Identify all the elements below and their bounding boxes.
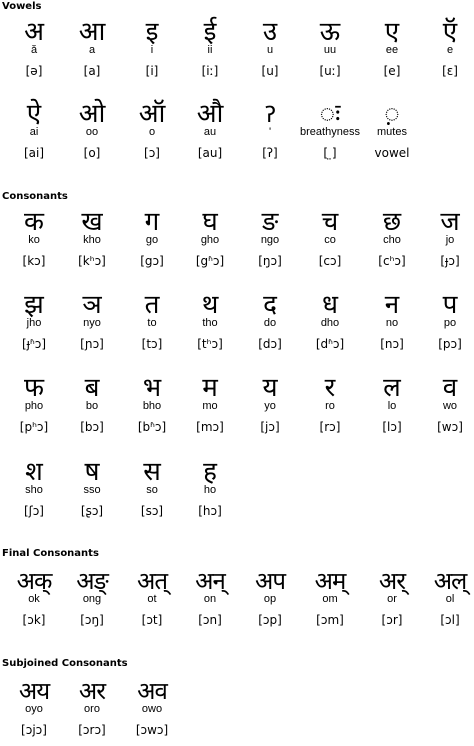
letter-romanization: sso xyxy=(83,484,101,496)
letter-glyph: ए xyxy=(384,17,400,47)
letter-romanization: bo xyxy=(85,400,99,412)
letter-romanization: breathyness xyxy=(300,126,360,138)
letter-ipa: [ɟɔ] xyxy=(440,254,460,268)
letter-romanization: au xyxy=(203,126,217,138)
letter-romanization: oo xyxy=(85,126,99,138)
letter-ipa: [cɔ] xyxy=(318,254,342,268)
letter-glyph: न xyxy=(384,290,400,320)
letter-glyph: अ xyxy=(24,17,44,47)
letter-glyph: अय xyxy=(18,677,50,705)
letter-ipa: [gʱɔ] xyxy=(195,254,225,268)
letter-glyph: उ xyxy=(262,17,278,47)
letter-glyph: ल xyxy=(383,373,401,403)
letter-glyph: ञ xyxy=(82,290,102,320)
letter-glyph: भ xyxy=(142,373,162,403)
letter-glyph: च xyxy=(321,207,339,237)
letter-cell xyxy=(240,372,300,440)
letter-romanization: nyo xyxy=(83,317,101,329)
letter-ipa: [ɔr] xyxy=(381,613,403,627)
letter-ipa: [gɔ] xyxy=(140,254,164,268)
letter-ipa: [ʔ] xyxy=(262,146,278,160)
letter-romanization: ii xyxy=(207,44,213,56)
letter-cell xyxy=(362,98,422,166)
letter-ipa: [bɔ] xyxy=(80,420,104,434)
letter-glyph: फ xyxy=(23,373,45,403)
letter-ipa: [kɔ] xyxy=(22,254,46,268)
letter-ipa: [ɔn] xyxy=(198,613,222,627)
letter-ipa: [mɔ] xyxy=(196,420,224,434)
consonant-row-4 xyxy=(0,456,474,524)
letter-glyph: औ xyxy=(196,99,224,129)
letter-ipa: [hɔ] xyxy=(198,504,222,518)
letter-cell xyxy=(62,16,122,84)
letter-glyph: अव xyxy=(137,677,167,705)
letter-romanization: yo xyxy=(264,400,276,412)
letter-cell xyxy=(180,456,240,524)
letter-glyph: अल् xyxy=(433,567,467,595)
letter-cell xyxy=(180,372,240,440)
letter-glyph: अम् xyxy=(314,567,346,595)
letter-romanization: do xyxy=(263,317,277,329)
letter-cell xyxy=(62,565,122,633)
letter-romanization: ko xyxy=(28,234,40,246)
letter-romanization: mutes xyxy=(377,126,407,138)
letter-romanization: ai xyxy=(29,126,39,138)
letter-glyph: ख xyxy=(81,207,103,237)
letter-glyph: स xyxy=(143,457,161,487)
letter-romanization: oro xyxy=(84,703,100,715)
letter-cell xyxy=(122,675,182,743)
letter-romanization: ho xyxy=(203,484,217,496)
letter-ipa: [uː] xyxy=(319,64,341,78)
letter-ipa: [ʃɔ] xyxy=(24,504,44,518)
letter-romanization: go xyxy=(145,234,159,246)
letter-romanization: ' xyxy=(268,126,272,138)
subjoined-consonant-row xyxy=(0,675,474,743)
letter-cell xyxy=(240,565,300,633)
letter-romanization: ot xyxy=(147,593,157,605)
letter-ipa: [ʂɔ] xyxy=(80,504,104,518)
letter-ipa: [lɔ] xyxy=(382,420,402,434)
letter-glyph: छ xyxy=(382,207,402,237)
letter-cell xyxy=(62,289,122,357)
letter-cell xyxy=(240,16,300,84)
letter-romanization: ngo xyxy=(260,234,280,246)
letter-romanization: on xyxy=(203,593,217,605)
letter-romanization: jho xyxy=(26,317,42,329)
letter-romanization: pho xyxy=(24,400,44,412)
letter-glyph: ब xyxy=(84,373,100,403)
letter-glyph: थ xyxy=(201,290,219,320)
letter-cell xyxy=(62,98,122,166)
letter-glyph: श xyxy=(25,457,43,487)
letter-ipa: [pɔ] xyxy=(438,337,462,351)
letter-ipa: [rɔ] xyxy=(319,420,341,434)
letter-glyph: अप xyxy=(255,567,285,595)
letter-romanization: uu xyxy=(323,44,337,56)
letter-cell xyxy=(180,16,240,84)
letter-ipa: [au] xyxy=(197,146,223,160)
letter-cell xyxy=(300,372,360,440)
letter-ipa: [ə] xyxy=(25,64,43,78)
letter-ipa: [ɔl] xyxy=(440,613,460,627)
letter-romanization: a xyxy=(88,44,96,56)
letter-glyph: म xyxy=(202,373,218,403)
letter-cell xyxy=(62,675,122,743)
letter-romanization: i xyxy=(150,44,154,56)
letter-glyph: ऊ xyxy=(319,17,341,47)
letter-ipa: [wɔ] xyxy=(437,420,463,434)
letter-glyph: ष xyxy=(84,457,100,487)
letter-ipa: [ɔŋ] xyxy=(80,613,104,627)
letter-cell xyxy=(180,206,240,274)
letter-ipa: [dʱɔ] xyxy=(315,337,345,351)
section-title-subjoined-consonants: Subjoined Consonants xyxy=(2,658,128,669)
letter-glyph: घ xyxy=(202,207,218,237)
letter-ipa: [i] xyxy=(145,64,159,78)
section-title-consonants: Consonants xyxy=(2,191,68,202)
letter-cell xyxy=(420,565,474,633)
letter-ipa: [ɔ] xyxy=(144,146,160,160)
letter-glyph: द xyxy=(263,290,277,320)
letter-glyph: व xyxy=(442,373,458,403)
letter-ipa: [ ̤] xyxy=(323,146,337,160)
letter-ipa: [ɔp] xyxy=(258,613,282,627)
letter-cell xyxy=(300,565,360,633)
letter-glyph: त xyxy=(144,290,160,320)
letter-romanization: e xyxy=(446,44,454,56)
consonant-row-3 xyxy=(0,372,474,440)
letter-glyph: आ xyxy=(78,17,106,47)
letter-glyph: अङ् xyxy=(76,567,108,595)
letter-glyph: ङ xyxy=(261,207,279,237)
letter-romanization: gho xyxy=(200,234,220,246)
letter-ipa: [ɔt] xyxy=(141,613,163,627)
letter-romanization: dho xyxy=(320,317,340,329)
vowel-row-2 xyxy=(0,98,474,166)
letter-glyph: अर् xyxy=(378,567,406,595)
letter-glyph: क xyxy=(24,207,44,237)
letter-glyph: ◌ः xyxy=(319,99,341,129)
letter-romanization: ă xyxy=(30,44,38,56)
letter-glyph: इ xyxy=(145,17,159,47)
letter-glyph: अन् xyxy=(195,567,225,595)
letter-ipa: [tʰɔ] xyxy=(197,337,223,351)
letter-glyph: ध xyxy=(322,290,338,320)
letter-cell xyxy=(62,372,122,440)
letter-glyph: ऐ xyxy=(26,99,42,129)
letter-ipa: [sɔ] xyxy=(140,504,164,518)
letter-romanization: or xyxy=(387,593,397,605)
letter-romanization: no xyxy=(385,317,399,329)
letter-cell xyxy=(300,98,360,166)
letter-romanization: lo xyxy=(387,400,397,412)
letter-ipa: [iː] xyxy=(201,64,219,78)
letter-ipa: [nɔ] xyxy=(380,337,404,351)
section-title-vowels: Vowels xyxy=(2,1,42,12)
vowel-row-1 xyxy=(0,16,474,84)
letter-romanization: tho xyxy=(202,317,218,329)
letter-glyph: य xyxy=(262,373,278,403)
letter-ipa: [ɲɔ] xyxy=(80,337,104,351)
letter-glyph: अर xyxy=(78,677,106,705)
letter-ipa: [kʰɔ] xyxy=(78,254,106,268)
letter-ipa: [o] xyxy=(83,146,101,160)
letter-romanization: kho xyxy=(83,234,101,246)
letter-glyph: ज xyxy=(440,207,460,237)
letter-romanization: cho xyxy=(383,234,401,246)
letter-romanization: om xyxy=(322,593,338,605)
letter-glyph: ॽ xyxy=(263,99,277,129)
letter-ipa: [ɛ] xyxy=(442,64,458,78)
letter-cell xyxy=(420,289,474,357)
letter-romanization: co xyxy=(324,234,336,246)
letter-cell xyxy=(420,16,474,84)
consonant-row-2 xyxy=(0,289,474,357)
letter-glyph: झ xyxy=(24,290,44,320)
letter-ipa: [ŋɔ] xyxy=(258,254,282,268)
letter-cell xyxy=(62,456,122,524)
letter-glyph: ◌़ xyxy=(384,99,400,129)
letter-glyph: अक् xyxy=(16,567,52,595)
letter-ipa: vowel xyxy=(374,146,410,160)
letter-cell xyxy=(300,289,360,357)
letter-glyph: प xyxy=(442,290,458,320)
letter-cell xyxy=(300,16,360,84)
letter-ipa: [ɔm] xyxy=(316,613,344,627)
letter-romanization: mo xyxy=(202,400,218,412)
letter-romanization: jo xyxy=(445,234,455,246)
letter-cell xyxy=(300,206,360,274)
letter-ipa: [cʰɔ] xyxy=(378,254,406,268)
letter-ipa: [a] xyxy=(83,64,101,78)
letter-ipa: [ɔrɔ] xyxy=(78,723,106,737)
letter-romanization: o xyxy=(148,126,156,138)
letter-ipa: [bʱɔ] xyxy=(137,420,167,434)
letter-romanization: owo xyxy=(141,703,163,715)
letter-romanization: ee xyxy=(385,44,399,56)
letter-glyph: ऍ xyxy=(442,17,458,47)
letter-ipa: [tɔ] xyxy=(141,337,163,351)
letter-glyph: ह xyxy=(203,457,217,487)
letter-romanization: ok xyxy=(28,593,40,605)
letter-romanization: to xyxy=(147,317,157,329)
letter-ipa: [pʰɔ] xyxy=(19,420,49,434)
letter-romanization: ong xyxy=(82,593,102,605)
letter-glyph: ओ xyxy=(78,99,106,129)
letter-romanization: oyo xyxy=(25,703,43,715)
letter-romanization: bho xyxy=(142,400,162,412)
letter-ipa: [e] xyxy=(383,64,401,78)
consonant-row-1 xyxy=(0,206,474,274)
letter-ipa: [ɔwɔ] xyxy=(135,723,169,737)
letter-romanization: wo xyxy=(442,400,458,412)
letter-cell xyxy=(420,206,474,274)
letter-romanization: so xyxy=(146,484,158,496)
letter-glyph: ई xyxy=(203,17,217,47)
letter-ipa: [ai] xyxy=(23,146,45,160)
section-title-final-consonants: Final Consonants xyxy=(2,548,99,559)
letter-ipa: [u] xyxy=(261,64,279,78)
letter-cell xyxy=(240,206,300,274)
letter-glyph: ग xyxy=(144,207,160,237)
letter-romanization: u xyxy=(266,44,274,56)
letter-romanization: ro xyxy=(325,400,335,412)
letter-ipa: [ɔjɔ] xyxy=(21,723,47,737)
letter-glyph: ऑ xyxy=(138,99,166,129)
letter-cell xyxy=(180,98,240,166)
letter-romanization: op xyxy=(263,593,277,605)
final-consonant-row xyxy=(0,565,474,633)
letter-ipa: [ɔk] xyxy=(22,613,46,627)
letter-cell xyxy=(62,206,122,274)
letter-cell xyxy=(240,98,300,166)
letter-romanization: ol xyxy=(445,593,455,605)
letter-cell xyxy=(180,289,240,357)
letter-cell xyxy=(180,565,240,633)
letter-glyph: अत् xyxy=(136,567,168,595)
letter-cell xyxy=(240,289,300,357)
letter-ipa: [dɔ] xyxy=(258,337,282,351)
letter-romanization: po xyxy=(443,317,457,329)
letter-glyph: र xyxy=(324,373,336,403)
letter-ipa: [jɔ] xyxy=(260,420,280,434)
letter-ipa: [ɟʱɔ] xyxy=(21,337,47,351)
letter-romanization: sho xyxy=(25,484,43,496)
letter-cell xyxy=(420,372,474,440)
